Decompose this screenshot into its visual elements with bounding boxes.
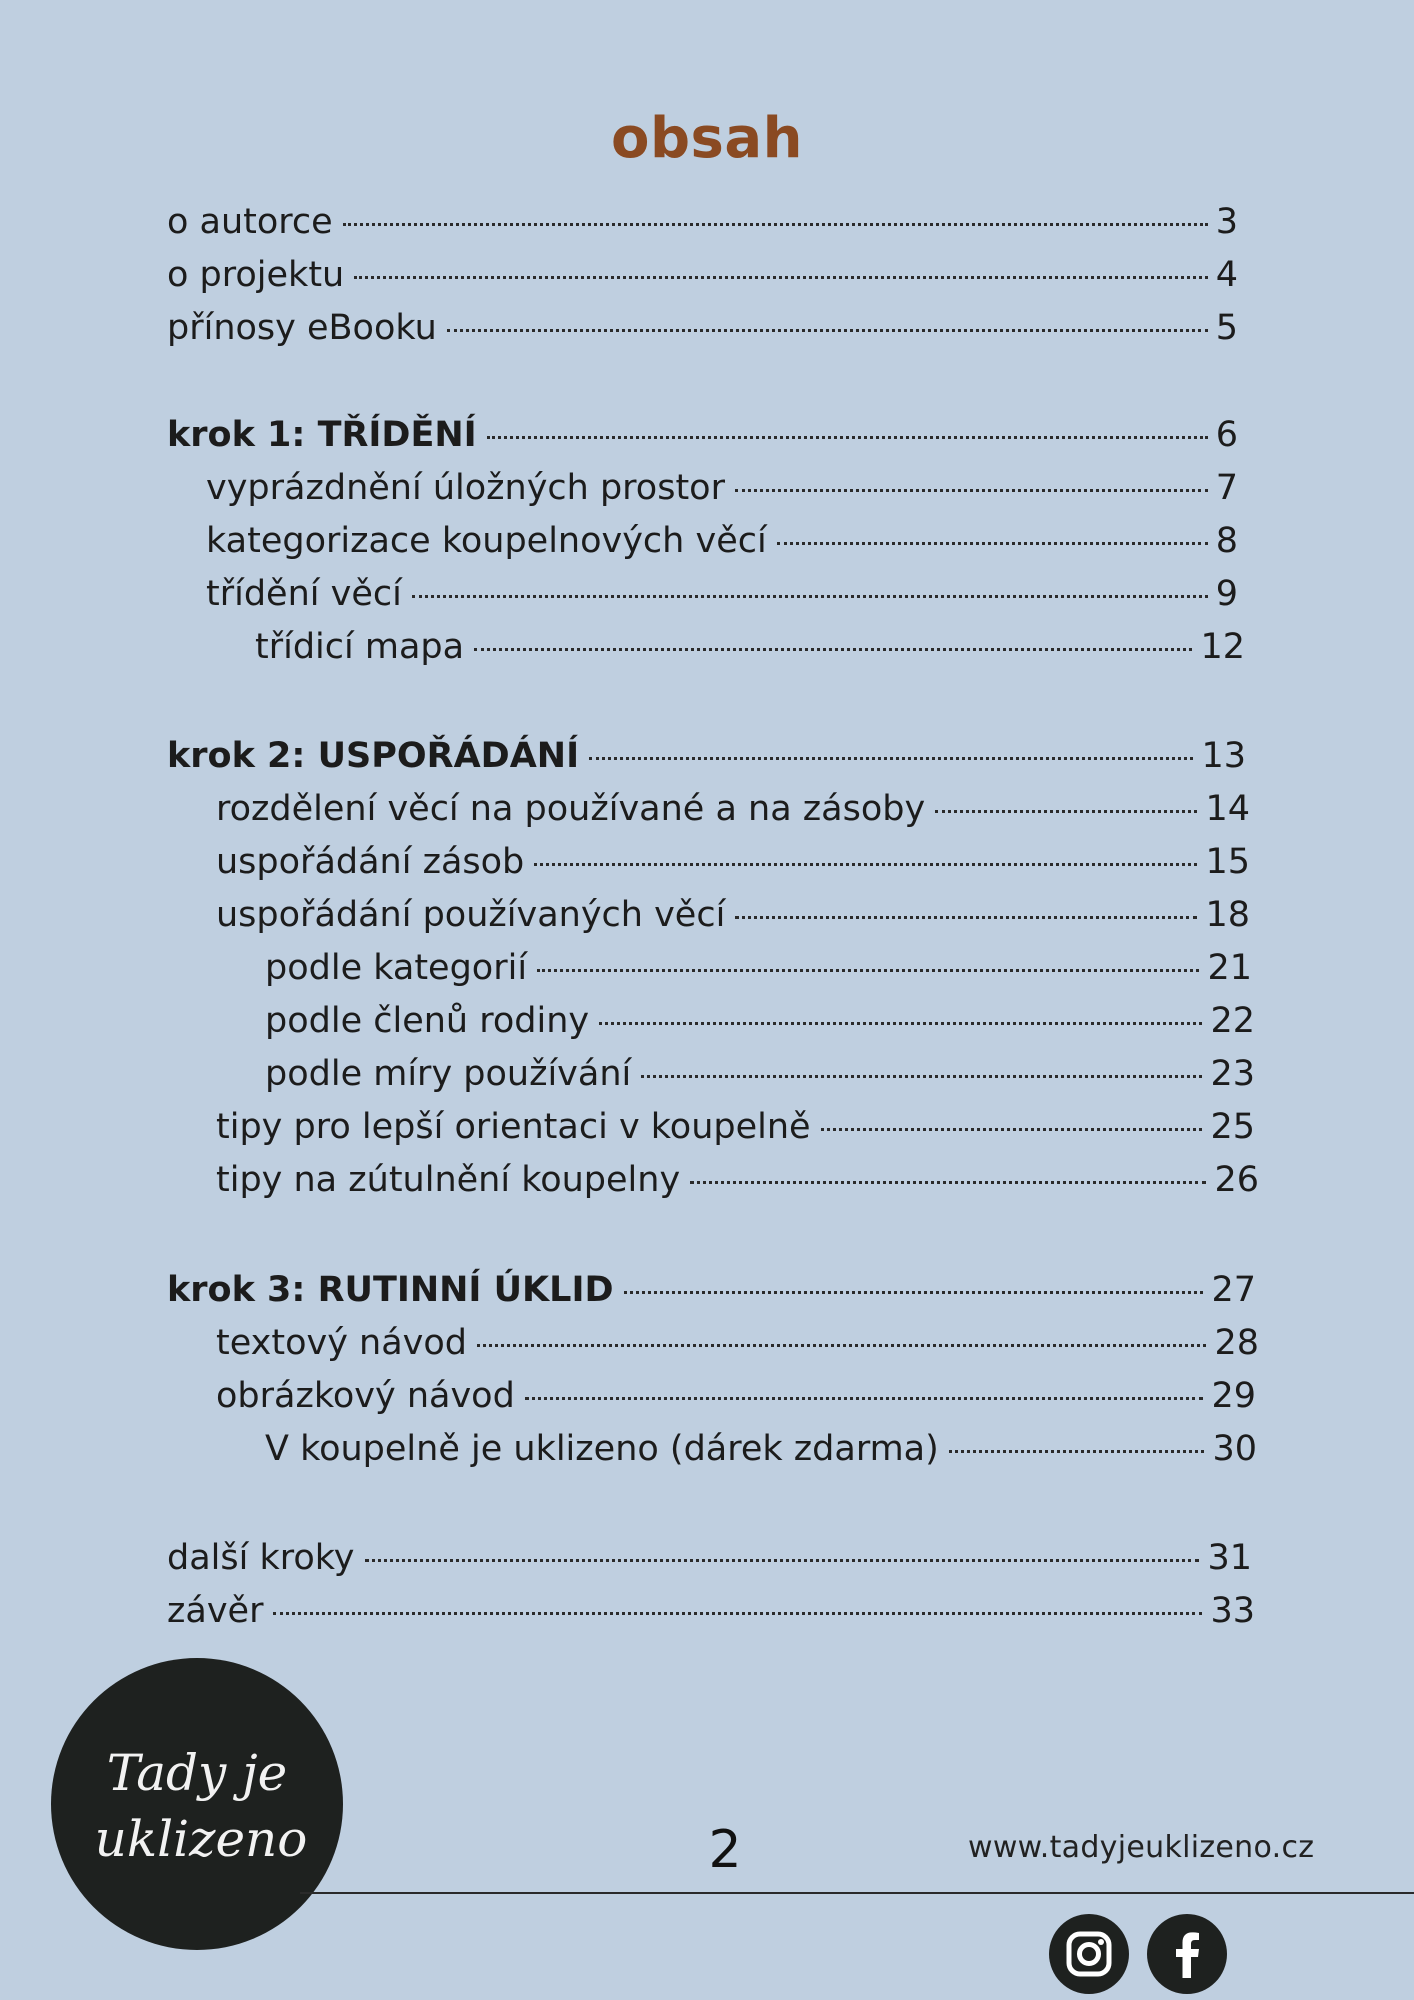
toc-leader-dots	[474, 648, 1192, 651]
toc-section-heading[interactable]	[167, 411, 1238, 459]
footer-divider	[300, 1892, 1414, 1894]
toc-entry[interactable]	[216, 1156, 1259, 1204]
toc-entry-label: podle kategorií	[265, 948, 528, 988]
toc-entry[interactable]	[216, 1103, 1255, 1151]
toc-entry[interactable]	[255, 623, 1245, 671]
toc-entry-page: 29	[1211, 1376, 1256, 1416]
toc-entry-page: 26	[1214, 1160, 1259, 1200]
toc-leader-dots	[412, 595, 1208, 598]
toc-entry-label: textový návod	[216, 1323, 468, 1363]
toc-entry-label: obrázkový návod	[216, 1376, 515, 1416]
toc-entry-page: 28	[1214, 1323, 1259, 1363]
toc-leader-dots	[821, 1128, 1203, 1131]
toc-entry-label: V koupelně je uklizeno (dárek zdarma)	[265, 1429, 939, 1469]
toc-entry[interactable]	[216, 1319, 1259, 1367]
toc-leader-dots	[537, 969, 1199, 972]
toc-entry-label: kategorizace koupelnových věcí	[206, 521, 767, 561]
toc-entry[interactable]	[265, 1425, 1257, 1473]
toc-entry-page: 15	[1205, 842, 1250, 882]
toc-entry-page: 8	[1215, 521, 1238, 561]
toc-leader-dots	[477, 1344, 1206, 1347]
toc-leader-dots	[487, 436, 1208, 439]
toc-entry-page: 5	[1215, 308, 1238, 348]
toc-entry[interactable]	[167, 251, 1238, 299]
toc-section-heading[interactable]	[167, 732, 1246, 780]
page-title: obsah	[610, 106, 804, 171]
toc-entry[interactable]	[167, 1534, 1252, 1582]
toc-entry-page: 7	[1215, 468, 1238, 508]
toc-entry-page: 3	[1215, 202, 1238, 242]
toc-entry[interactable]	[265, 944, 1252, 992]
toc-entry-page: 12	[1200, 627, 1245, 667]
toc-entry-page: 21	[1207, 948, 1252, 988]
toc-entry-label: přínosy eBooku	[167, 308, 437, 348]
toc-leader-dots	[735, 916, 1197, 919]
toc-leader-dots	[525, 1397, 1204, 1400]
toc-leader-dots	[949, 1450, 1205, 1453]
toc-leader-dots	[343, 223, 1208, 226]
toc-entry-label: podle míry používání	[265, 1054, 632, 1094]
toc-leader-dots	[365, 1559, 1200, 1562]
toc-entry-label: třídicí mapa	[255, 627, 465, 667]
logo-script-text	[51, 1658, 343, 1950]
toc-entry-label: o autorce	[167, 202, 333, 242]
toc-entry-page: 13	[1201, 736, 1246, 776]
logo-text-line2: uklizeno	[94, 1810, 308, 1868]
toc-entry-label: o projektu	[167, 255, 345, 295]
toc-entry-label: vyprázdnění úložných prostor	[206, 468, 725, 508]
toc-leader-dots	[447, 329, 1208, 332]
toc-leader-dots	[354, 276, 1207, 279]
toc-entry-label: třídění věcí	[206, 574, 402, 614]
toc-entry[interactable]	[167, 1587, 1255, 1635]
toc-entry-page: 4	[1215, 255, 1238, 295]
toc-entry-page: 14	[1205, 789, 1250, 829]
toc-leader-dots	[599, 1022, 1202, 1025]
toc-entry-label: závěr	[167, 1591, 264, 1631]
toc-entry[interactable]	[265, 1050, 1255, 1098]
toc-entry[interactable]	[216, 838, 1250, 886]
page-number: 2	[708, 1820, 742, 1880]
logo-text-line1: Tady je	[106, 1744, 288, 1802]
toc-leader-dots	[690, 1181, 1206, 1184]
toc-leader-dots	[777, 542, 1208, 545]
toc-leader-dots	[624, 1291, 1204, 1294]
toc-entry[interactable]	[216, 891, 1250, 939]
toc-entry[interactable]	[265, 997, 1255, 1045]
toc-entry-label: uspořádání zásob	[216, 842, 525, 882]
toc-entry[interactable]	[206, 517, 1238, 565]
toc-section-heading[interactable]	[167, 1266, 1256, 1314]
toc-entry-label: další kroky	[167, 1538, 355, 1578]
toc-entry-page: 23	[1210, 1054, 1255, 1094]
toc-entry[interactable]	[216, 785, 1250, 833]
toc-entry-label: krok 2: USPOŘÁDÁNÍ	[167, 736, 580, 776]
toc-entry[interactable]	[167, 304, 1238, 352]
toc-entry-page: 33	[1210, 1591, 1255, 1631]
toc-entry[interactable]	[206, 464, 1238, 512]
website-link[interactable]: www.tadyjeuklizeno.cz	[968, 1830, 1315, 1865]
toc-entry-label: rozdělení věcí na používané a na zásoby	[216, 789, 926, 829]
facebook-icon[interactable]	[1147, 1914, 1227, 1994]
toc-entry-label: tipy pro lepší orientaci v koupelně	[216, 1107, 811, 1147]
toc-leader-dots	[589, 757, 1193, 760]
toc-entry-label: krok 1: TŘÍDĚNÍ	[167, 415, 477, 455]
toc-entry-page: 25	[1210, 1107, 1255, 1147]
toc-entry-page: 6	[1215, 415, 1238, 455]
toc-entry-page: 27	[1211, 1270, 1256, 1310]
toc-entry-page: 30	[1212, 1429, 1257, 1469]
toc-leader-dots	[735, 489, 1208, 492]
toc-entry-page: 31	[1207, 1538, 1252, 1578]
toc-entry-page: 9	[1215, 574, 1238, 614]
toc-leader-dots	[273, 1612, 1202, 1615]
toc-entry-label: krok 3: RUTINNÍ ÚKLID	[167, 1270, 614, 1310]
toc-leader-dots	[935, 810, 1197, 813]
toc-entry-label: uspořádání používaných věcí	[216, 895, 726, 935]
toc-entry-page: 18	[1205, 895, 1250, 935]
toc-entry[interactable]	[216, 1372, 1256, 1420]
toc-leader-dots	[641, 1075, 1202, 1078]
toc-leader-dots	[534, 863, 1197, 866]
toc-entry-label: tipy na zútulnění koupelny	[216, 1160, 681, 1200]
tady-je-uklizeno-logo[interactable]	[51, 1658, 343, 1950]
toc-entry[interactable]	[167, 198, 1238, 246]
toc-entry-label: podle členů rodiny	[265, 1001, 590, 1041]
toc-entry-page: 22	[1210, 1001, 1255, 1041]
instagram-icon[interactable]	[1049, 1914, 1129, 1994]
toc-entry[interactable]	[206, 570, 1238, 618]
